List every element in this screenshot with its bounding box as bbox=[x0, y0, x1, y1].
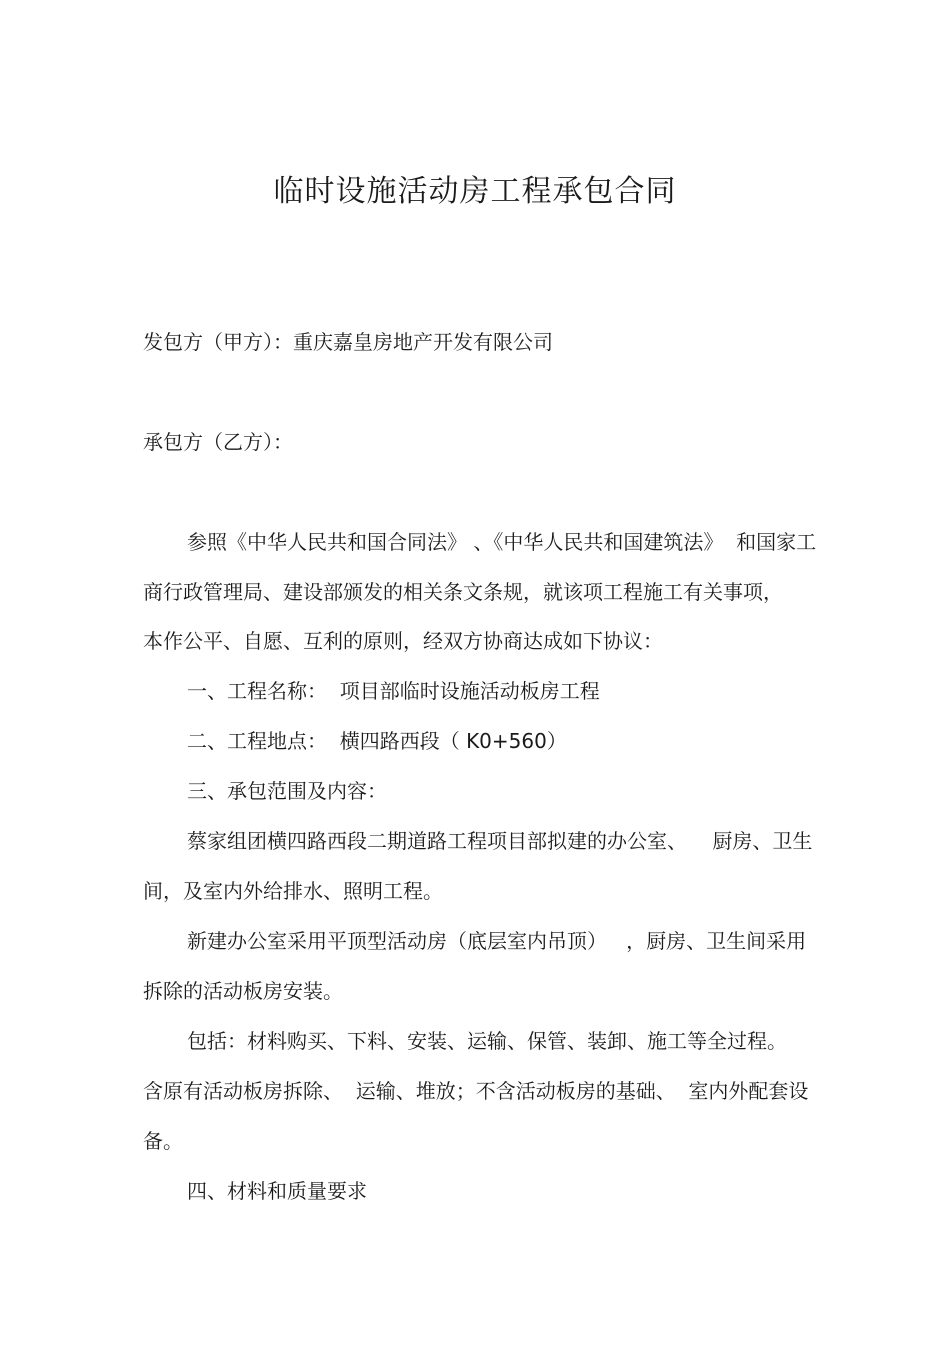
new-build-paragraph-line: 拆除的活动板房安装。 bbox=[143, 979, 343, 1003]
section-project-name: 一、工程名称： 项目部临时设施活动板房工程 bbox=[187, 679, 600, 703]
section-scope-heading: 三、承包范围及内容： bbox=[187, 779, 387, 803]
party-a-line: 发包方（甲方）：重庆嘉皇房地产开发有限公司 bbox=[143, 330, 553, 354]
new-build-paragraph-line: 新建办公室采用平顶型活动房（底层室内吊顶） ，厨房、卫生间采用 bbox=[187, 929, 807, 953]
section-materials-heading: 四、材料和质量要求 bbox=[187, 1179, 367, 1203]
includes-paragraph-line: 包括：材料购买、下料、安装、运输、保管、装卸、施工等全过程。 bbox=[187, 1029, 787, 1053]
includes-paragraph-line: 含原有活动板房拆除、 运输、堆放；不含活动板房的基础、 室内外配套设 bbox=[143, 1079, 809, 1103]
intro-paragraph-line: 参照《中华人民共和国合同法》 、《中华人民共和国建筑法》 和国家工 bbox=[187, 530, 817, 554]
party-b-line: 承包方（乙方）： bbox=[143, 430, 293, 454]
scope-paragraph-line: 蔡家组团横四路西段二期道路工程项目部拟建的办公室、 厨房、卫生 bbox=[187, 829, 813, 853]
intro-paragraph-line: 商行政管理局、建设部颁发的相关条文条规，就该项工程施工有关事项， bbox=[143, 580, 783, 604]
scope-paragraph-line: 间，及室内外给排水、照明工程。 bbox=[143, 879, 443, 903]
section-project-location: 二、工程地点： 横四路西段（ K0+560） bbox=[187, 729, 567, 753]
document-title: 临时设施活动房工程承包合同 bbox=[273, 174, 677, 209]
intro-paragraph-line: 本作公平、自愿、互利的原则，经双方协商达成如下协议： bbox=[143, 629, 663, 653]
includes-paragraph-line: 备。 bbox=[143, 1129, 183, 1153]
